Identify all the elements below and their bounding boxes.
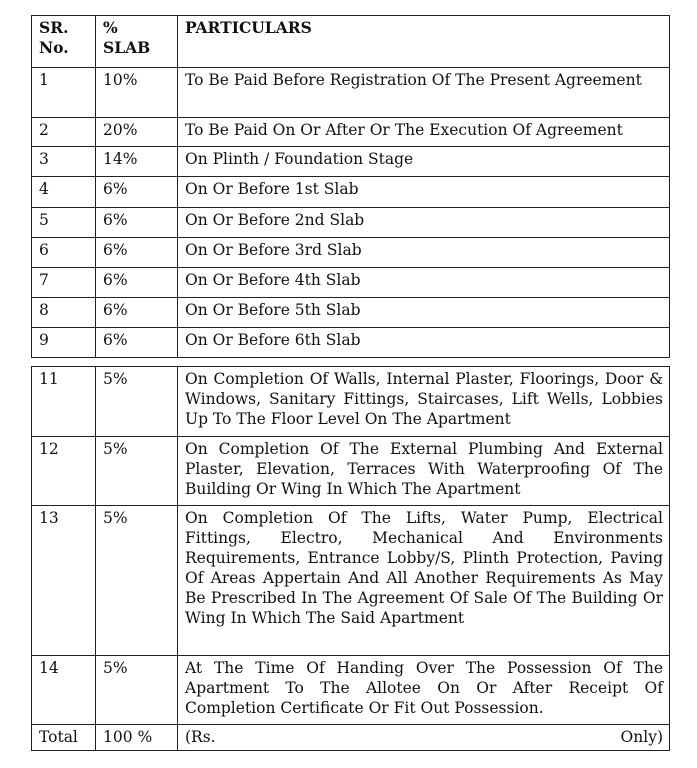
header-slab: % SLAB xyxy=(96,16,178,68)
row-slab-cell: 5% xyxy=(96,656,178,725)
row-particulars-cell: On Or Before 6th Slab xyxy=(178,328,670,358)
total-only-label: Only) xyxy=(620,728,663,746)
row-sr-cell: 13 xyxy=(32,506,96,656)
row-sr-cell: 3 xyxy=(32,147,96,177)
row-particulars-cell: To Be Paid Before Registration Of The Present Agreement xyxy=(178,68,670,118)
row-sr-cell: 2 xyxy=(32,118,96,147)
row-slab-cell: 5% xyxy=(96,506,178,656)
table-row xyxy=(32,68,670,118)
row-particulars-cell: On Or Before 5th Slab xyxy=(178,298,670,328)
row-particulars-cell: On Or Before 2nd Slab xyxy=(178,208,670,238)
row-slab-cell: 5% xyxy=(96,437,178,506)
table-row xyxy=(32,118,670,147)
table-row xyxy=(32,177,670,208)
row-sr-cell: 8 xyxy=(32,298,96,328)
row-sr-cell: 6 xyxy=(32,238,96,268)
table-row xyxy=(32,437,670,506)
row-particulars-cell: On Plinth / Foundation Stage xyxy=(178,147,670,177)
table-row xyxy=(32,298,670,328)
row-slab-cell: 6% xyxy=(96,328,178,358)
row-sr-cell: 9 xyxy=(32,328,96,358)
row-sr-cell: 14 xyxy=(32,656,96,725)
row-particulars-cell: On Completion Of Walls, Internal Plaster, Floorings, Door & Windows, Sanitary Fittings, Staircases, Lift Wells, Lobbies Up To The Floor Level On The Apartment xyxy=(178,367,670,437)
row-slab-cell: 10% xyxy=(96,68,178,118)
row-particulars-cell: At The Time Of Handing Over The Possession Of The Apartment To The Allotee On Or After Receipt Of Completion Certificate Or Fit Out Possession. xyxy=(178,656,670,725)
total-particulars xyxy=(178,725,670,751)
row-slab-cell: 6% xyxy=(96,268,178,298)
total-rs-label: (Rs. xyxy=(185,728,216,746)
row-particulars-cell: To Be Paid On Or After Or The Execution Of Agreement xyxy=(178,118,670,147)
total-row xyxy=(32,725,670,751)
row-slab-cell: 14% xyxy=(96,147,178,177)
row-sr-cell: 1 xyxy=(32,68,96,118)
row-particulars-cell: On Or Before 1st Slab xyxy=(178,177,670,208)
row-slab-cell: 5% xyxy=(96,367,178,437)
table-row xyxy=(32,656,670,725)
row-slab-cell: 20% xyxy=(96,118,178,147)
row-sr-cell: 12 xyxy=(32,437,96,506)
payment-schedule-table-part2 xyxy=(31,366,670,751)
total-slab: 100 % xyxy=(96,725,178,751)
table-row xyxy=(32,328,670,358)
row-sr-cell: 5 xyxy=(32,208,96,238)
row-particulars-cell: On Completion Of The Lifts, Water Pump, Electrical Fittings, Electro, Mechanical And Environments Requirements, Entrance Lobby/S, Plinth Protection, Paving Of Areas Appertain And All Another Requirements As May Be Prescribed In The Agreement Of Sale Of The Building Or Wing In Which The Said Apartment xyxy=(178,506,670,656)
total-label: Total xyxy=(32,725,96,751)
table-row xyxy=(32,367,670,437)
header-sr: SR. No. xyxy=(32,16,96,68)
table-row xyxy=(32,208,670,238)
row-slab-cell: 6% xyxy=(96,298,178,328)
row-sr-cell: 11 xyxy=(32,367,96,437)
row-slab-cell: 6% xyxy=(96,238,178,268)
row-particulars-cell: On Or Before 3rd Slab xyxy=(178,238,670,268)
table-row xyxy=(32,238,670,268)
payment-schedule-table-part1 xyxy=(31,15,670,358)
row-slab-cell: 6% xyxy=(96,177,178,208)
table-header-row xyxy=(32,16,670,68)
row-particulars-cell: On Completion Of The External Plumbing And External Plaster, Elevation, Terraces With Waterproofing Of The Building Or Wing In Which The Apartment xyxy=(178,437,670,506)
table-row xyxy=(32,147,670,177)
row-particulars-cell: On Or Before 4th Slab xyxy=(178,268,670,298)
row-slab-cell: 6% xyxy=(96,208,178,238)
row-sr-cell: 4 xyxy=(32,177,96,208)
header-particulars: PARTICULARS xyxy=(178,16,670,68)
row-sr-cell: 7 xyxy=(32,268,96,298)
table-row xyxy=(32,506,670,656)
table-row xyxy=(32,268,670,298)
